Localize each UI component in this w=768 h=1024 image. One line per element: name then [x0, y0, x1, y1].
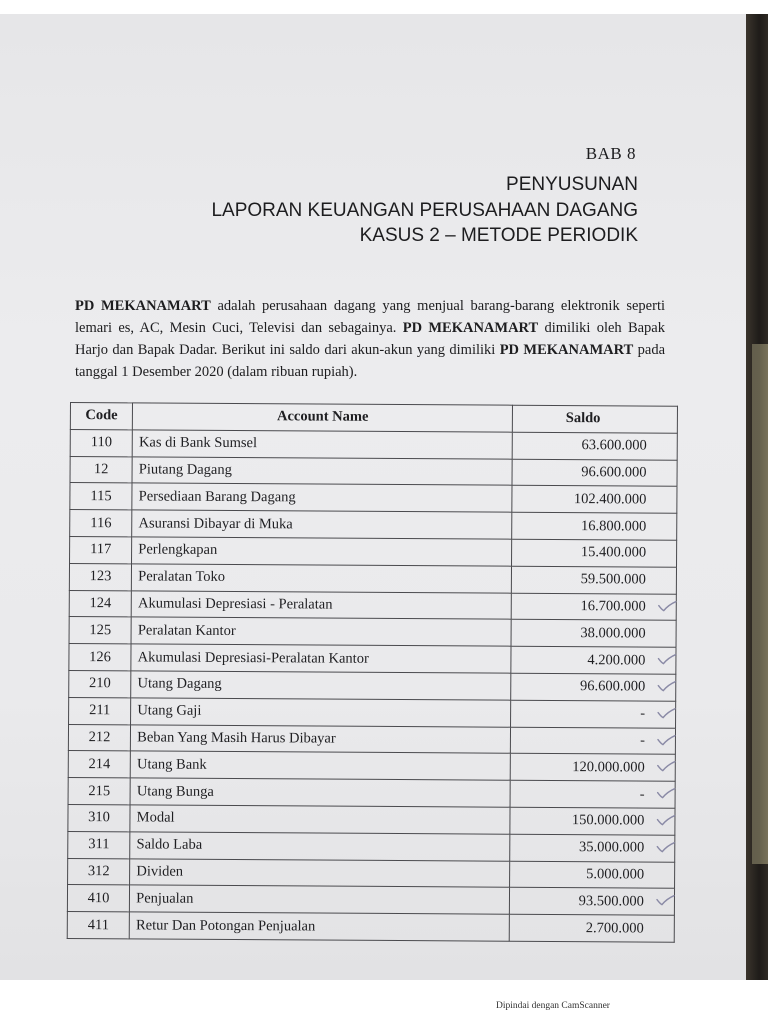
account-saldo — [512, 459, 677, 487]
account-name: Peralatan Toko — [132, 564, 512, 593]
saldo-value: 96.600.000 — [581, 464, 647, 481]
table-row — [68, 858, 675, 889]
account-saldo — [512, 512, 677, 540]
account-code: 117 — [70, 536, 132, 563]
account-code: 311 — [68, 831, 130, 858]
account-name: Retur Dan Potongan Penjualan — [129, 912, 509, 941]
account-code: 212 — [68, 724, 130, 751]
scan-background-strip — [752, 344, 768, 864]
account-code: 312 — [68, 858, 130, 885]
saldo-value: - — [640, 732, 645, 749]
saldo-value: 4.200.000 — [587, 651, 646, 669]
account-name: Saldo Laba — [130, 832, 510, 861]
handwritten-check-icon — [654, 839, 676, 855]
saldo-value: - — [640, 705, 646, 722]
account-code: 12 — [70, 456, 132, 483]
saldo-value: 38.000.000 — [580, 624, 646, 642]
account-code: 410 — [67, 885, 129, 912]
header-code: Code — [70, 403, 132, 430]
chapter-label: BAB 8 — [585, 144, 636, 163]
account-saldo — [510, 834, 675, 862]
table-row — [67, 885, 674, 916]
handwritten-check-icon — [654, 813, 676, 829]
saldo-value: 16.700.000 — [580, 598, 646, 615]
account-saldo — [512, 486, 677, 514]
account-saldo — [510, 807, 675, 835]
account-saldo — [511, 673, 676, 701]
account-code: 116 — [70, 510, 132, 537]
saldo-value: 5.000.000 — [586, 866, 645, 883]
saldo-value: 59.500.000 — [580, 571, 646, 588]
intro-text-3: pada tanggal 1 Desember 2020 (dalam ribuan rupiah). — [75, 341, 666, 380]
account-name: Kas di Bank Sumsel — [132, 430, 512, 459]
table-row — [69, 563, 676, 594]
account-name: Asuransi Dibayar di Muka — [132, 510, 512, 539]
table-row — [70, 456, 677, 487]
account-name: Perlengkapan — [132, 537, 512, 566]
saldo-value: 93.500.000 — [578, 892, 645, 910]
account-name: Utang Gaji — [131, 698, 511, 727]
scanned-photo — [0, 14, 768, 980]
saldo-value: 102.400.000 — [573, 490, 647, 508]
company-name: PD MEKANAMART — [499, 341, 634, 358]
table-row — [68, 778, 675, 809]
account-saldo — [513, 432, 678, 460]
account-code: 214 — [68, 751, 130, 778]
header-saldo: Saldo — [513, 405, 678, 433]
account-code: 215 — [68, 778, 130, 805]
account-code: 126 — [69, 644, 131, 671]
saldo-value: - — [639, 786, 645, 803]
account-saldo — [512, 566, 677, 594]
account-code: 411 — [67, 912, 129, 939]
account-name: Utang Dagang — [131, 671, 511, 700]
saldo-value: 120.000.000 — [572, 758, 645, 776]
table-row — [69, 697, 676, 728]
account-code: 110 — [70, 429, 132, 456]
intro-text-2: dimiliki oleh Bapak Harjo dan Bapak Dadar. Berikut ini saldo dari akun-akun yang dimiliki — [75, 319, 665, 358]
handwritten-check-icon — [655, 786, 677, 802]
account-saldo — [510, 888, 675, 916]
saldo-value: 150.000.000 — [571, 812, 645, 829]
header-account-name: Account Name — [133, 403, 513, 432]
account-code: 210 — [69, 670, 131, 697]
table-row — [70, 483, 677, 514]
account-name: Peralatan Kantor — [131, 617, 511, 646]
account-saldo — [510, 780, 675, 808]
title-line-1: PENYUSUNAN — [506, 174, 638, 195]
account-name: Persediaan Barang Dagang — [132, 483, 512, 512]
saldo-value: 16.800.000 — [580, 517, 647, 535]
table-row — [69, 590, 676, 621]
account-name: Modal — [130, 805, 510, 834]
handwritten-check-icon — [655, 705, 677, 721]
saldo-value: 35.000.000 — [578, 839, 645, 856]
handwritten-check-icon — [654, 893, 676, 909]
handwritten-check-icon — [655, 652, 677, 668]
account-name: Beban Yang Masih Harus Dibayar — [131, 724, 511, 753]
account-saldo — [511, 727, 676, 755]
company-name: PD MEKANAMART — [75, 297, 211, 314]
company-name: PD MEKANAMART — [402, 319, 539, 336]
table-row — [68, 751, 675, 782]
account-saldo — [511, 754, 676, 782]
account-code: 124 — [69, 590, 131, 617]
handwritten-check-icon — [655, 732, 677, 748]
scanner-watermark: Dipindai dengan CamScanner — [496, 1001, 610, 1011]
account-saldo — [511, 700, 676, 728]
account-saldo — [510, 861, 675, 889]
account-saldo — [512, 593, 677, 621]
account-name: Akumulasi Depresiasi - Peralatan — [131, 590, 511, 619]
account-name: Utang Bunga — [130, 778, 510, 807]
saldo-value: 96.600.000 — [579, 678, 646, 695]
account-name: Utang Bank — [130, 751, 510, 780]
title-line-2: LAPORAN KEUANGAN PERUSAHAAN DAGANG — [211, 200, 638, 221]
account-saldo — [510, 914, 675, 942]
handwritten-check-icon — [655, 679, 677, 695]
title-line-3: KASUS 2 – METODE PERIODIK — [359, 225, 638, 246]
account-name: Penjualan — [130, 885, 510, 914]
account-saldo — [511, 646, 676, 674]
account-name: Piutang Dagang — [132, 456, 512, 485]
table-row — [67, 912, 674, 943]
table-row — [69, 644, 676, 675]
table-body — [67, 429, 677, 942]
account-balance-table — [67, 402, 678, 943]
account-code: 115 — [70, 483, 132, 510]
account-saldo — [511, 620, 676, 648]
account-saldo — [512, 539, 677, 567]
table-row — [70, 510, 677, 541]
table-row — [69, 670, 676, 701]
account-code: 310 — [68, 804, 130, 831]
table-header-row — [70, 403, 677, 434]
saldo-value: 63.600.000 — [581, 437, 647, 454]
table-row — [70, 536, 677, 567]
account-name: Dividen — [130, 858, 510, 887]
table-row — [68, 831, 675, 862]
account-code: 123 — [69, 563, 131, 590]
table-row — [68, 724, 675, 755]
handwritten-check-icon — [655, 759, 677, 775]
handwritten-check-icon — [656, 598, 678, 614]
account-code: 125 — [69, 617, 131, 644]
table-row — [70, 429, 677, 460]
table-row — [69, 617, 676, 648]
intro-text-1: adalah perusahaan dagang yang menjual barang-barang elektronik seperti lemari es, AC, Mesin Cuci, Televisi dan sebagainya. — [75, 297, 666, 336]
document-page — [0, 14, 746, 980]
table-row — [68, 804, 675, 835]
account-code: 211 — [69, 697, 131, 724]
intro-paragraph — [75, 295, 665, 383]
saldo-value: 15.400.000 — [580, 544, 647, 561]
account-name: Akumulasi Depresiasi-Peralatan Kantor — [131, 644, 511, 673]
saldo-value: 2.700.000 — [585, 919, 644, 937]
